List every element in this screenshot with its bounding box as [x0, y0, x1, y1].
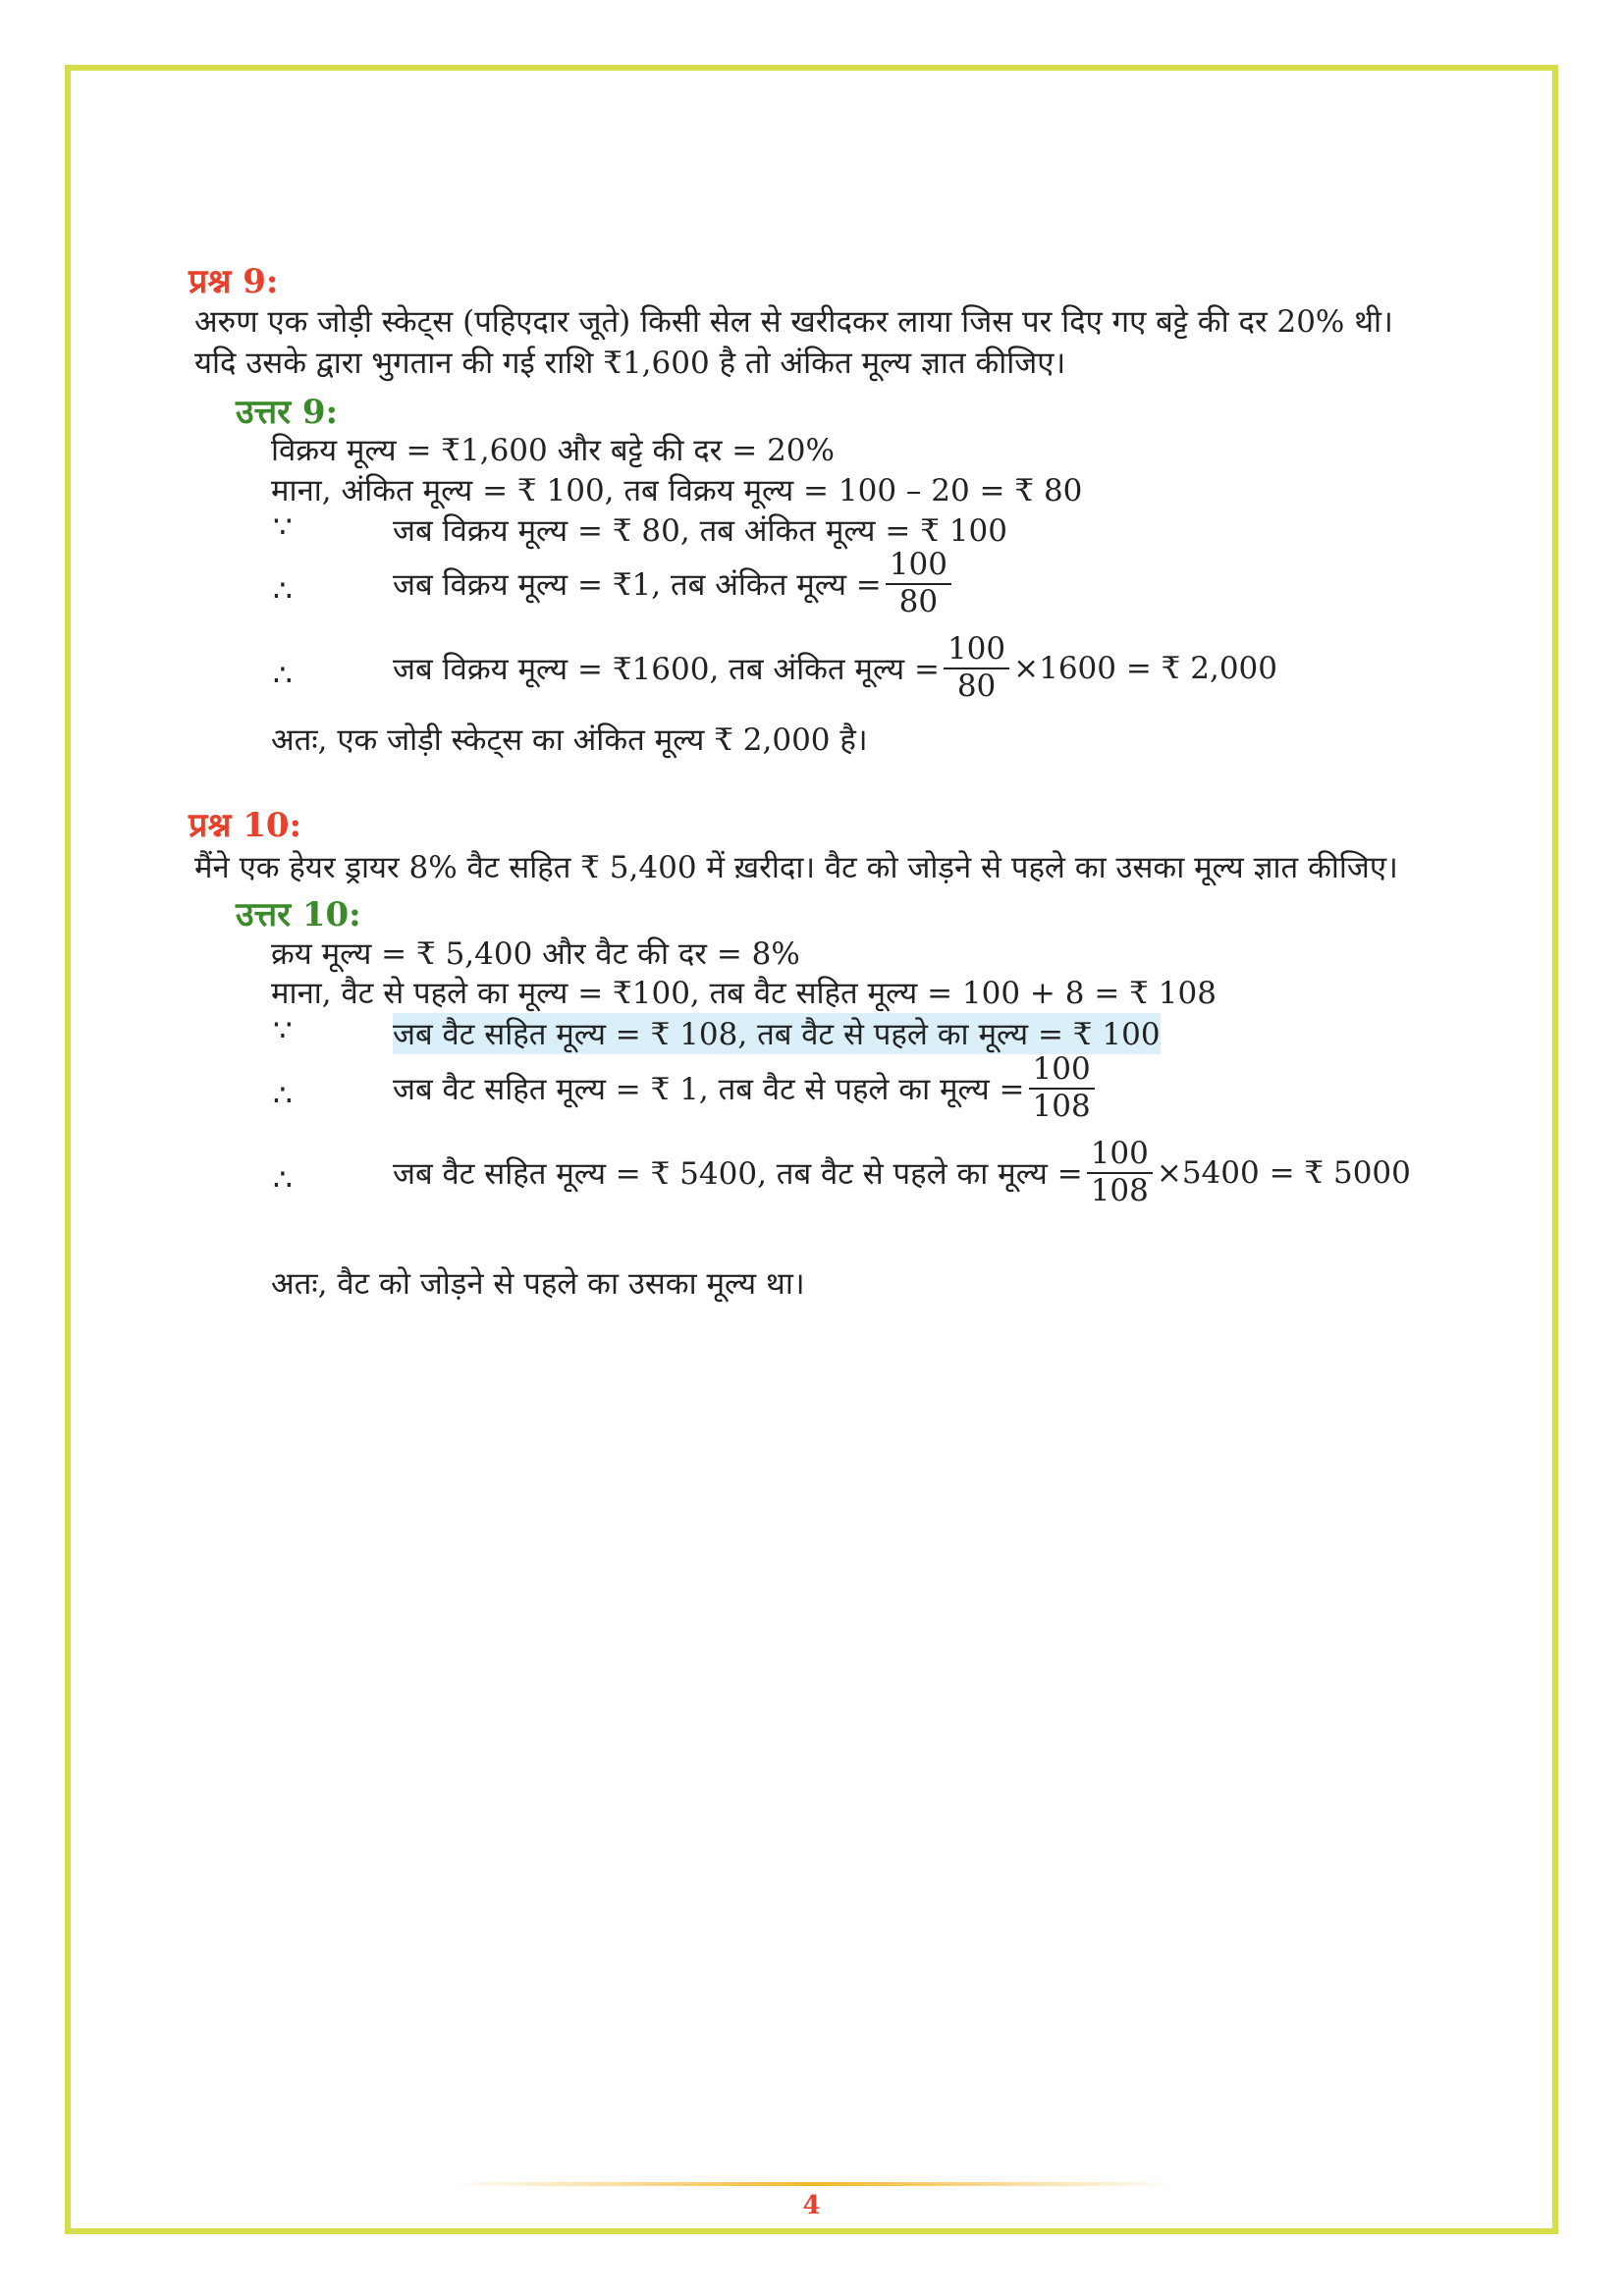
therefore-symbol: ∴ — [273, 1162, 293, 1198]
page-number: 4 — [802, 2191, 821, 2220]
footer-divider — [452, 2182, 1178, 2186]
answer-9-step1 — [393, 509, 1007, 551]
answer-9-heading: उत्तर 9: — [236, 393, 339, 432]
fraction-denominator: 80 — [956, 667, 997, 704]
fraction — [1087, 1137, 1153, 1208]
fraction-denominator: 108 — [1090, 1172, 1149, 1208]
answer-10-step3 — [393, 1137, 1411, 1208]
answer-9-conclusion: अतः, एक जोड़ी स्केट्स का अंकित मूल्य ₹ 2,000 है। — [271, 722, 868, 758]
answer-9-assume: माना, अंकित मूल्य = ₹ 100, तब विक्रय मूल्य = 100 – 20 = ₹ 80 — [271, 473, 1083, 508]
fraction — [1029, 1052, 1095, 1124]
answer-9-step3-result: ×1600 = ₹ 2,000 — [1013, 650, 1277, 686]
because-symbol: ∵ — [273, 509, 293, 545]
answer-9-step1-text: जब विक्रय मूल्य = ₹ 80, तब अंकित मूल्य = ₹ 100 — [393, 513, 1007, 549]
answer-9-step2-text: जब विक्रय मूल्य = ₹1, तब अंकित मूल्य = — [393, 566, 882, 603]
because-symbol: ∵ — [273, 1013, 293, 1048]
question-10-text-line1: मैंने एक हेयर ड्रायर 8% वैट सहित ₹ 5,400 में ख़रीदा। वैट को जोड़ने से पहले का उसका मूल्य ज्ञात कीजिए। — [194, 850, 1398, 885]
answer-10-step2-text: जब वैट सहित मूल्य = ₹ 1, तब वैट से पहले का मूल्य = — [393, 1071, 1025, 1107]
answer-10-step1-text: जब वैट सहित मूल्य = ₹ 108, तब वैट से पहले का मूल्य = ₹ 100 — [393, 1013, 1161, 1054]
fraction-denominator: 80 — [898, 583, 939, 619]
therefore-symbol: ∴ — [273, 658, 293, 693]
question-9-heading: प्रश्न 9: — [189, 262, 279, 301]
answer-9-given: विक्रय मूल्य = ₹1,600 और बट्टे की दर = 20% — [271, 433, 835, 468]
answer-10-step3-result: ×5400 = ₹ 5000 — [1156, 1154, 1411, 1191]
answer-10-given: क्रय मूल्य = ₹ 5,400 और वैट की दर = 8% — [271, 936, 800, 972]
fraction-numerator: 100 — [1087, 1137, 1153, 1174]
therefore-symbol: ∴ — [273, 573, 293, 609]
answer-10-step1 — [393, 1013, 1161, 1054]
answer-10-step2 — [393, 1052, 1099, 1124]
fraction-denominator: 108 — [1032, 1088, 1091, 1124]
fraction-numerator: 100 — [1029, 1052, 1095, 1090]
fraction — [886, 548, 951, 619]
fraction — [944, 632, 1009, 704]
question-9-text-line2: यदि उसके द्वारा भुगतान की गई राशि ₹1,600 है तो अंकित मूल्य ज्ञात कीजिए। — [194, 346, 1066, 381]
fraction-numerator: 100 — [886, 548, 951, 585]
answer-9-step3 — [393, 632, 1277, 704]
answer-10-heading: उत्तर 10: — [236, 895, 361, 934]
question-9-text-line1: अरुण एक जोड़ी स्केट्स (पहिएदार जूते) किसी सेल से खरीदकर लाया जिस पर दिए गए बट्टे की दर 20% थी। — [194, 304, 1393, 340]
question-10-heading: प्रश्न 10: — [189, 806, 302, 845]
answer-9-step3-text: जब विक्रय मूल्य = ₹1600, तब अंकित मूल्य = — [393, 651, 940, 687]
answer-10-assume: माना, वैट से पहले का मूल्य = ₹100, तब वैट सहित मूल्य = 100 + 8 = ₹ 108 — [271, 976, 1217, 1011]
answer-10-conclusion: अतः, वैट को जोड़ने से पहले का उसका मूल्य था। — [271, 1266, 805, 1302]
therefore-symbol: ∴ — [273, 1078, 293, 1113]
answer-10-step3-text: जब वैट सहित मूल्य = ₹ 5400, तब वैट से पहले का मूल्य = — [393, 1155, 1083, 1192]
answer-9-step2 — [393, 548, 955, 619]
fraction-numerator: 100 — [944, 632, 1009, 669]
